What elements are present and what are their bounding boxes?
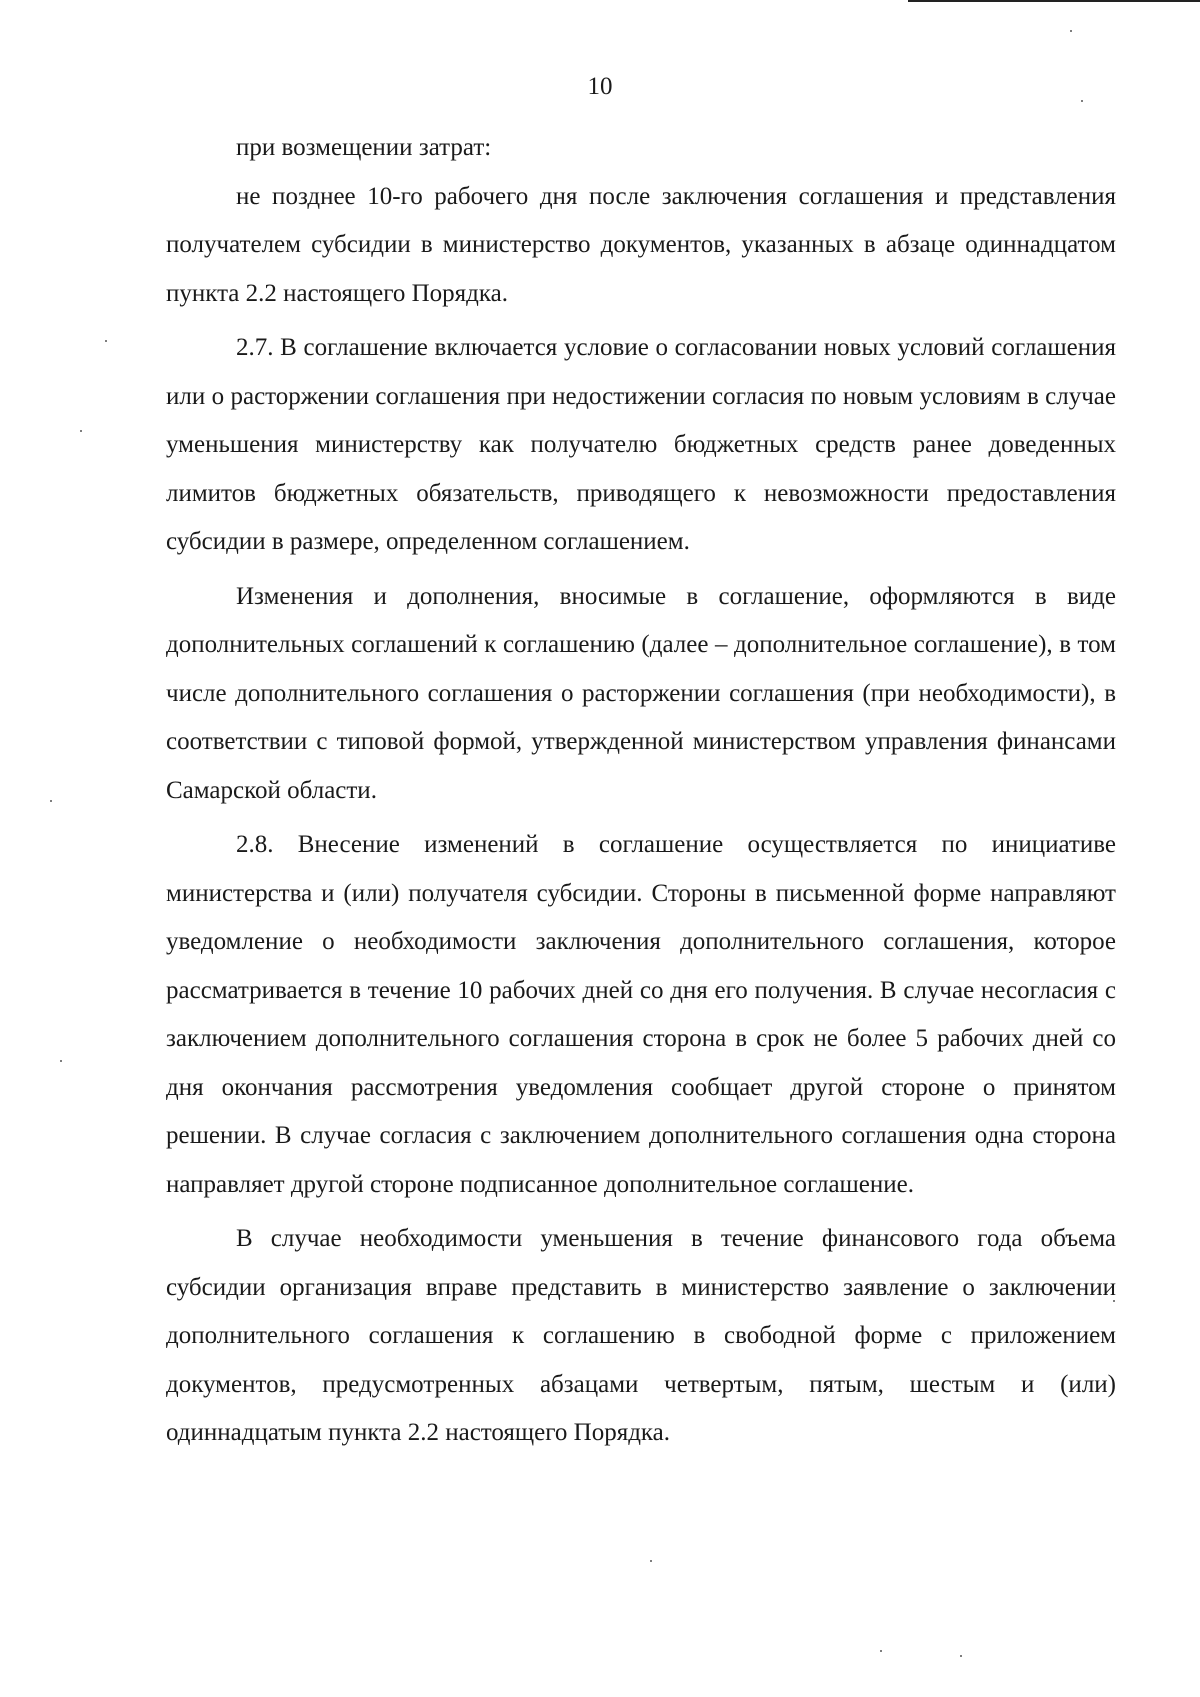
scan-speck [1070, 30, 1072, 32]
scan-speck [1081, 100, 1083, 102]
scan-speck [880, 1650, 882, 1652]
paragraph-amendments: Изменения и дополнения, вносимые в соглашение, оформляются в виде дополнительных соглашений к соглашению (далее – дополнительное соглашение), в том числе дополнительного соглашения о расторжении соглашения (при необходимости), в соответствии с типовой формой, утвержденной министерством управления финансами Самарской области. [166, 582, 1116, 804]
scan-speck [1113, 1300, 1115, 1302]
scan-speck [960, 1655, 962, 1657]
paragraph-subsidy-reduction: В случае необходимости уменьшения в течение финансового года объема субсидии организация вправе представить в министерство заявление о заключении дополнительного соглашения к соглашению в свободной форме с приложением документов, предусмотренных абзацами четвертым, пятым, шестым и (или) одиннадцатым пункта 2.2 настоящего Порядка. [166, 1225, 1116, 1446]
paragraph-2-8: 2.8. Внесение изменений в соглашение осуществляется по инициативе министерства и (или) получателя субсидии. Стороны в письменной форме направляют уведомление о необходимости заключения дополнительного соглашения, которое рассматривается в течение 10 рабочих дней со дня его получения. В случае несогласия с заключением дополнительного соглашения сторона в срок не более 5 рабочих дней со дня окончания рассмотрения уведомления сообщает другой стороне о принятом решении. В случае согласия с заключением дополнительного соглашения одна сторона направляет другой стороне подписанное дополнительное соглашение. [166, 831, 1116, 1198]
page-number: 10 [587, 73, 613, 100]
paragraph-cost-reimbursement: при возмещении затрат: [236, 134, 492, 161]
scan-speck [650, 1560, 652, 1562]
scan-speck [80, 430, 82, 432]
scan-edge-line [908, 0, 1200, 2]
scan-speck [50, 800, 52, 802]
scan-speck [60, 1060, 62, 1062]
document-body [166, 124, 1116, 1458]
scan-speck [105, 340, 107, 342]
paragraph-2-7: 2.7. В соглашение включается условие о согласовании новых условий соглашения или о расторжении соглашения при недостижении согласия по новым условиям в случае уменьшения министерству как получателю бюджетных средств ранее доведенных лимитов бюджетных обязательств, приводящего к невозможности предоставления субсидии в размере, определенном соглашением. [166, 334, 1116, 555]
paragraph-deadline: не позднее 10-го рабочего дня после заключения соглашения и представления получателем субсидии в министерство документов, указанных в абзаце одиннадцатом пункта 2.2 настоящего Порядка. [166, 182, 1116, 307]
